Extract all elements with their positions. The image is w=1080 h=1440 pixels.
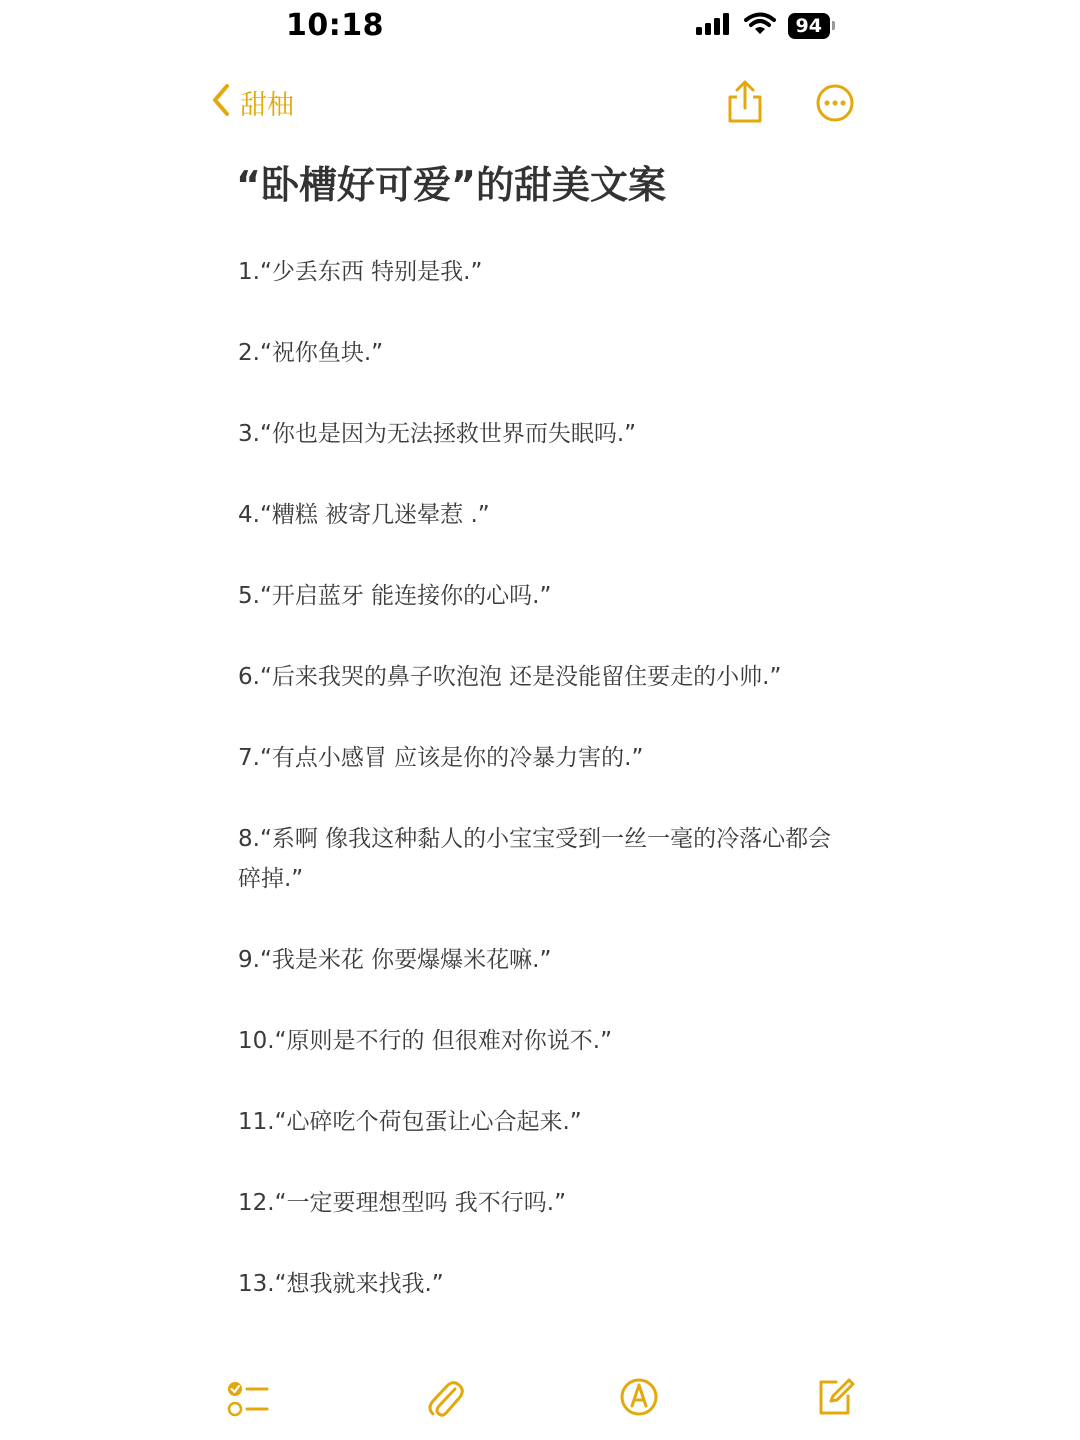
note-line: 11.“心碎吃个荷包蛋让心合起来.” (238, 1109, 582, 1135)
attachment-button[interactable] (424, 1376, 466, 1424)
checklist-icon (226, 1405, 270, 1424)
more-ellipsis-icon (814, 109, 856, 128)
bottom-toolbar (0, 1372, 1080, 1428)
share-icon (724, 109, 766, 128)
cellular-signal-icon (696, 13, 732, 39)
chevron-left-icon (210, 82, 232, 122)
battery-icon: 94 (788, 13, 830, 39)
note-line: 12.“一定要理想型吗 我不行吗.” (238, 1190, 567, 1216)
back-label: 甜柚 (240, 89, 294, 121)
note-line: 5.“开启蓝牙 能连接你的心吗.” (238, 583, 552, 609)
note-body[interactable] (238, 252, 848, 1345)
note-line: 2.“祝你鱼块.” (238, 340, 384, 366)
status-bar (0, 0, 1080, 56)
nav-bar (0, 76, 1080, 132)
markup-button[interactable] (618, 1376, 660, 1422)
more-button[interactable] (814, 82, 856, 128)
note-line: 6.“后来我哭的鼻子吹泡泡 还是没能留住要走的小帅.” (238, 664, 782, 690)
note-line: 10.“原则是不行的 但很难对你说不.” (238, 1028, 613, 1054)
share-button[interactable] (724, 80, 766, 128)
wifi-icon (744, 12, 776, 40)
note-line: 7.“有点小感冒 应该是你的冷暴力害的.” (238, 745, 644, 771)
note-line: 8.“系啊 像我这种黏人的小宝宝受到一丝一毫的冷落心都会碎掉.” (238, 826, 832, 892)
status-time: 10:18 (286, 8, 384, 43)
paperclip-icon (424, 1405, 466, 1424)
note-line: 1.“少丢东西 特别是我.” (238, 259, 483, 285)
note-line: 9.“我是米花 你要爆爆米花嘛.” (238, 947, 552, 973)
compose-icon (814, 1403, 856, 1422)
back-button[interactable] (210, 82, 294, 122)
compose-button[interactable] (814, 1376, 856, 1422)
note-line: 13.“想我就来找我.” (238, 1271, 444, 1297)
note-line: 3.“你也是因为无法拯救世界而失眠吗.” (238, 421, 637, 447)
note-line: 4.“糟糕 被寄几迷晕惹 .” (238, 502, 490, 528)
note-title[interactable]: “卧槽好可爱”的甜美文案 (236, 163, 666, 207)
markup-pen-icon (618, 1403, 660, 1422)
status-icons (696, 12, 830, 40)
checklist-button[interactable] (226, 1376, 270, 1424)
